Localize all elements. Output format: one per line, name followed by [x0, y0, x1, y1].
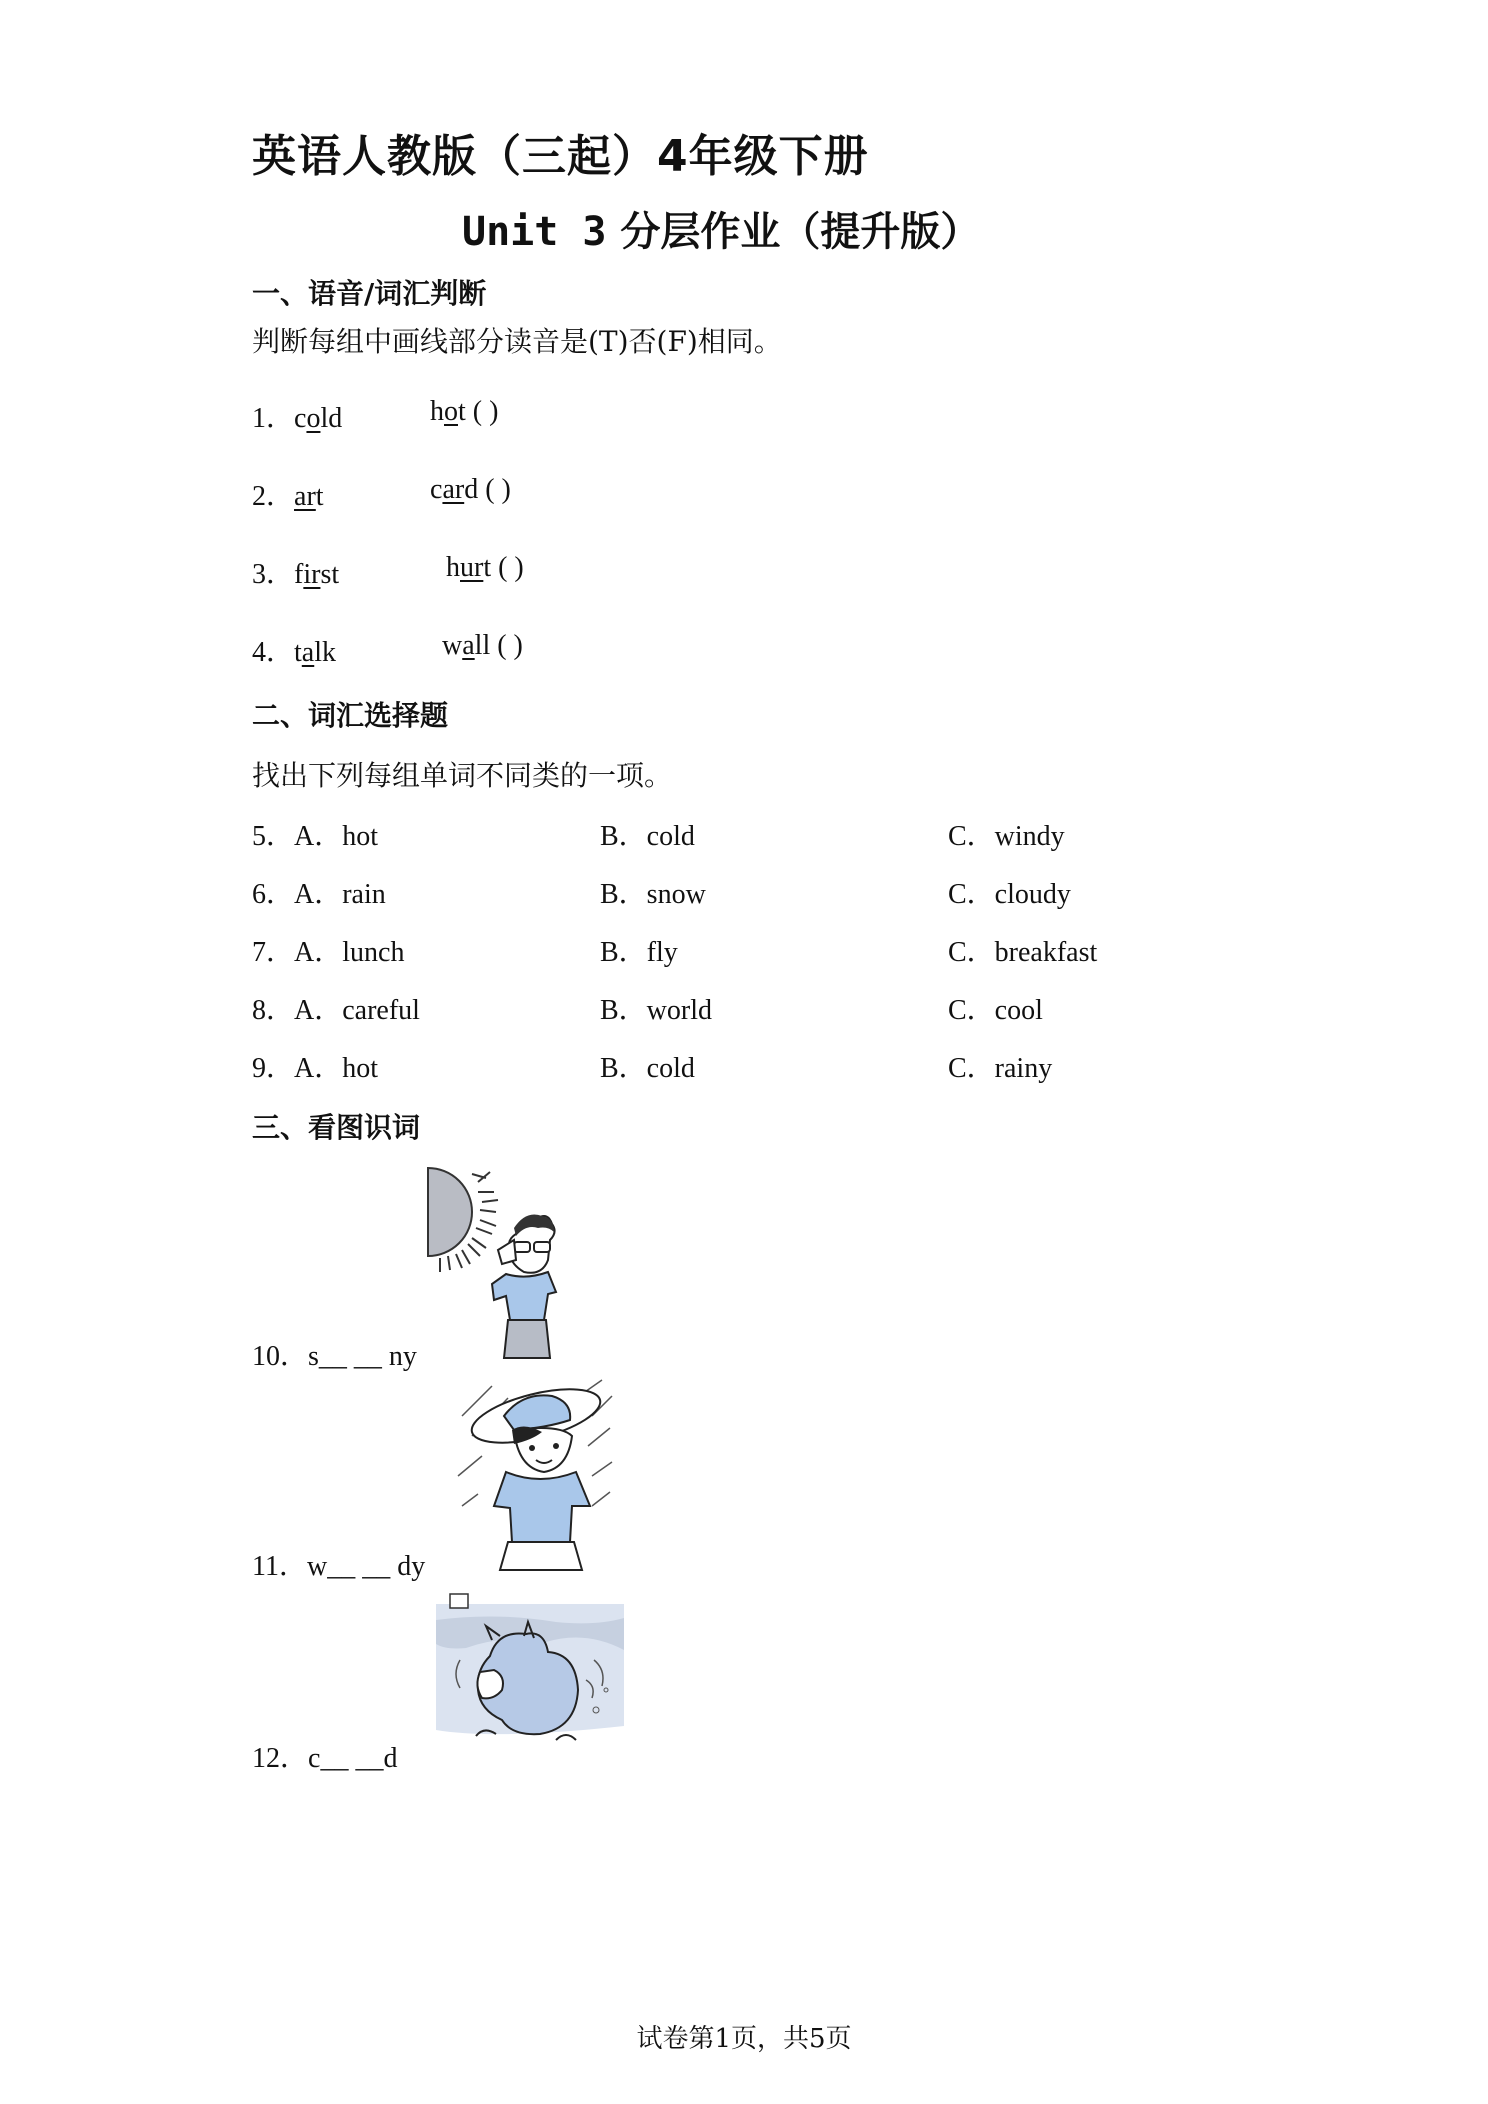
question-10: 10．s__ __ ny: [252, 1341, 417, 1372]
answer-blank[interactable]: ( ): [497, 630, 523, 661]
section3-heading: 三、看图识词: [252, 1111, 421, 1144]
question-3: 3．first: [252, 559, 340, 590]
answer-blank[interactable]: ( ): [485, 474, 511, 505]
page-subtitle: [462, 200, 980, 257]
option-a[interactable]: A．lunch: [294, 937, 405, 968]
section1-instruction: 判断每组中画线部分读音是(T)否(F)相同。: [252, 325, 782, 358]
answer-blank[interactable]: ( ): [498, 552, 524, 583]
option-a[interactable]: A．careful: [294, 995, 420, 1026]
option-b[interactable]: B．cold: [600, 1053, 695, 1084]
subtitle-text: 分层作业（提升版）: [606, 209, 981, 255]
page-title: 英语人教版（三起）4年级下册: [252, 131, 869, 182]
sunny-boy-illustration: [426, 1164, 566, 1360]
question-2: 2．art: [252, 481, 324, 512]
option-b[interactable]: B．cold: [600, 821, 695, 852]
option-c[interactable]: C．cool: [948, 995, 1043, 1026]
option-c[interactable]: C．rainy: [948, 1053, 1053, 1084]
question-3-word2: hurt ( ): [446, 552, 524, 583]
option-a[interactable]: A．hot: [294, 821, 379, 852]
section2-heading: 二、词汇选择题: [252, 699, 449, 732]
answer-blank[interactable]: ( ): [472, 396, 499, 427]
section2-instruction: 找出下列每组单词不同类的一项。: [252, 759, 673, 792]
question-4-word2: wall ( ): [442, 630, 523, 661]
option-b[interactable]: B．snow: [600, 879, 706, 910]
windy-girl-illustration: [452, 1376, 614, 1572]
option-a[interactable]: A．hot: [294, 1053, 379, 1084]
option-b[interactable]: B．fly: [600, 937, 678, 968]
unit-label: Unit 3: [462, 209, 607, 255]
question-4: 4．talk: [252, 637, 337, 668]
option-a[interactable]: A．rain: [294, 879, 386, 910]
option-c[interactable]: C．windy: [948, 821, 1065, 852]
question-1-word2: hot ( ): [430, 396, 499, 427]
answer-text[interactable]: c__ __d: [308, 1743, 398, 1774]
option-c[interactable]: C．breakfast: [948, 937, 1098, 968]
option-b[interactable]: B．world: [600, 995, 713, 1026]
section1-heading: 一、语音/词汇判断: [252, 277, 487, 310]
question-2-word2: card ( ): [430, 474, 511, 505]
page-footer: 试卷第1页，共5页: [636, 2024, 852, 2054]
cold-animal-illustration: [436, 1590, 624, 1768]
question-12: 12．c__ __d: [252, 1743, 398, 1774]
answer-text[interactable]: s__ __ ny: [308, 1341, 417, 1372]
question-1: 1．cold: [252, 403, 343, 434]
question-11: 11．w__ __ dy: [252, 1551, 426, 1582]
option-c[interactable]: C．cloudy: [948, 879, 1071, 910]
answer-text[interactable]: w__ __ dy: [306, 1551, 426, 1582]
